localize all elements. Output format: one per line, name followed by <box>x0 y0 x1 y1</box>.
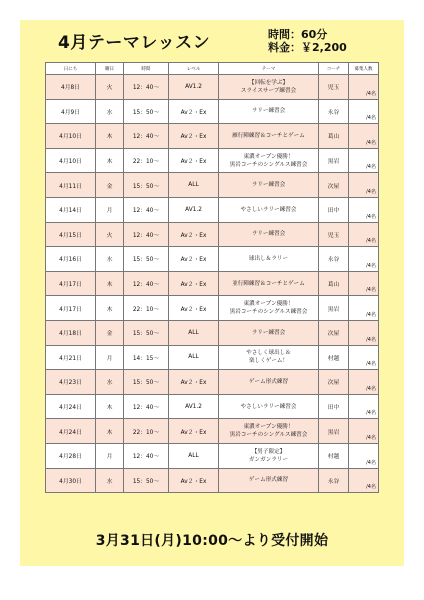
cell-level: Av２・Ex <box>169 124 219 149</box>
table-row <box>46 320 379 345</box>
table-row <box>46 148 379 173</box>
cell-capacity <box>349 370 379 395</box>
cell-capacity <box>349 124 379 149</box>
topic-line-2: 黒岩コーチのシングルス練習会 <box>229 161 308 168</box>
cell-topic <box>219 222 319 247</box>
cell-time: 12：40〜 <box>124 271 169 296</box>
cell-day: 木 <box>96 394 124 419</box>
capacity-value: /4名 <box>366 139 376 146</box>
cell-coach: 次屋 <box>319 173 349 198</box>
capacity-value: /4名 <box>366 410 376 417</box>
table-row <box>46 271 379 296</box>
cell-day: 水 <box>96 468 124 493</box>
cell-topic <box>219 443 319 468</box>
time-info: 時間：60分 <box>268 28 328 41</box>
cell-capacity <box>349 222 379 247</box>
cell-level: Av２・Ex <box>169 296 219 321</box>
fee-info: 料金：￥2,200 <box>268 41 347 54</box>
cell-date: 4月9日 <box>46 99 96 124</box>
capacity-value: /4名 <box>366 262 376 269</box>
cell-date: 4月16日 <box>46 247 96 272</box>
topic-line-1: 東濃オープン優勝！ <box>243 301 294 308</box>
cell-level: Av２・Ex <box>169 468 219 493</box>
table-row <box>46 394 379 419</box>
cell-capacity <box>349 197 379 222</box>
cell-topic <box>219 320 319 345</box>
cell-time: 22：10〜 <box>124 296 169 321</box>
cell-topic <box>219 247 319 272</box>
capacity-value: /4名 <box>366 361 376 368</box>
header-date: 日にち <box>46 63 96 75</box>
lesson-info <box>268 28 347 54</box>
cell-day: 金 <box>96 173 124 198</box>
header-topic: テーマ <box>219 63 319 75</box>
topic-line-1: 雁行陣練習＆コーチとゲーム <box>232 132 305 139</box>
topic-line-1: やさしいラリー練習会 <box>240 403 297 410</box>
cell-date: 4月10日 <box>46 148 96 173</box>
cell-topic <box>219 148 319 173</box>
cell-level: ALL <box>169 320 219 345</box>
table-row <box>46 222 379 247</box>
cell-topic <box>219 173 319 198</box>
cell-level: Av２・Ex <box>169 148 219 173</box>
cell-date: 4月18日 <box>46 320 96 345</box>
cell-capacity <box>349 75 379 100</box>
cell-day: 月 <box>96 197 124 222</box>
cell-day: 木 <box>96 296 124 321</box>
header-day: 曜日 <box>96 63 124 75</box>
cell-time: 12：40〜 <box>124 75 169 100</box>
cell-level: Av２・Ex <box>169 370 219 395</box>
cell-time: 15：50〜 <box>124 320 169 345</box>
cell-date: 4月24日 <box>46 394 96 419</box>
topic-line-2: ガンガンラリー <box>248 456 289 463</box>
table-row <box>46 370 379 395</box>
cell-time: 15：50〜 <box>124 468 169 493</box>
cell-date: 4月17日 <box>46 271 96 296</box>
cell-capacity <box>349 247 379 272</box>
capacity-value: /4名 <box>366 336 376 343</box>
cell-date: 4月15日 <box>46 222 96 247</box>
flyer-sheet <box>20 20 404 566</box>
topic-line-1: 東濃オープン優勝！ <box>243 424 294 431</box>
cell-coach: 黒岩 <box>319 419 349 444</box>
cell-level: AV1.2 <box>169 197 219 222</box>
cell-topic <box>219 197 319 222</box>
cell-coach: 黒岩 <box>319 148 349 173</box>
cell-date: 4月8日 <box>46 75 96 100</box>
cell-capacity <box>349 419 379 444</box>
capacity-value: /4名 <box>366 90 376 97</box>
cell-topic <box>219 468 319 493</box>
cell-coach: 永谷 <box>319 247 349 272</box>
cell-date: 4月28日 <box>46 443 96 468</box>
capacity-value: /4名 <box>366 188 376 195</box>
capacity-value: /4名 <box>366 238 376 245</box>
table-row <box>46 75 379 100</box>
cell-coach: 児玉 <box>319 75 349 100</box>
capacity-value: /4名 <box>366 484 376 491</box>
cell-topic <box>219 394 319 419</box>
cell-day: 月 <box>96 345 124 370</box>
cell-topic <box>219 271 319 296</box>
cell-topic <box>219 99 319 124</box>
table-row <box>46 247 379 272</box>
table-row <box>46 197 379 222</box>
cell-capacity <box>349 468 379 493</box>
cell-coach: 児玉 <box>319 222 349 247</box>
table-header <box>46 63 379 75</box>
cell-topic <box>219 296 319 321</box>
capacity-value: /4名 <box>366 434 376 441</box>
topic-line-1: ゲーム形式練習 <box>248 378 289 385</box>
topic-line-2: 黒岩コーチのシングルス練習会 <box>229 432 308 439</box>
schedule-table <box>45 62 379 493</box>
cell-topic <box>219 345 319 370</box>
topic-line-1: ゲーム形式練習 <box>248 477 289 484</box>
cell-capacity <box>349 320 379 345</box>
topic-line-1: やさしいラリー練習会 <box>240 206 297 213</box>
cell-day: 木 <box>96 148 124 173</box>
topic-line-1: ラリー練習会 <box>251 108 286 115</box>
cell-capacity <box>349 443 379 468</box>
table-row <box>46 124 379 149</box>
cell-day: 水 <box>96 247 124 272</box>
capacity-value: /4名 <box>366 115 376 122</box>
cell-topic <box>219 370 319 395</box>
cell-coach: 永谷 <box>319 468 349 493</box>
cell-capacity <box>349 173 379 198</box>
cell-coach: 田中 <box>319 197 349 222</box>
capacity-value: /4名 <box>366 311 376 318</box>
cell-date: 4月11日 <box>46 173 96 198</box>
cell-level: AV1.2 <box>169 394 219 419</box>
cell-coach: 黒岩 <box>319 296 349 321</box>
cell-coach: 葛山 <box>319 271 349 296</box>
cell-date: 4月14日 <box>46 197 96 222</box>
cell-date: 4月24日 <box>46 419 96 444</box>
cell-level: AV1.2 <box>169 75 219 100</box>
cell-coach: 次屋 <box>319 320 349 345</box>
cell-level: Av２・Ex <box>169 419 219 444</box>
cell-level: Av２・Ex <box>169 99 219 124</box>
cell-topic <box>219 419 319 444</box>
cell-capacity <box>349 296 379 321</box>
header-coach: コーチ <box>319 63 349 75</box>
topic-line-1: ラリー練習会 <box>251 329 286 336</box>
topic-line-1: ラリー練習会 <box>251 182 286 189</box>
cell-level: ALL <box>169 443 219 468</box>
cell-level: ALL <box>169 173 219 198</box>
cell-day: 木 <box>96 271 124 296</box>
page-title: 4月テーマレッスン <box>58 33 211 53</box>
capacity-value: /4名 <box>366 213 376 220</box>
header-capacity: 募集人数 <box>349 63 379 75</box>
cell-coach: 村越 <box>319 443 349 468</box>
table-row <box>46 99 379 124</box>
cell-topic <box>219 124 319 149</box>
header-level: レベル <box>169 63 219 75</box>
table-row <box>46 468 379 493</box>
cell-coach: 村越 <box>319 345 349 370</box>
cell-time: 12：40〜 <box>124 124 169 149</box>
cell-day: 月 <box>96 443 124 468</box>
cell-time: 15：50〜 <box>124 173 169 198</box>
cell-date: 4月10日 <box>46 124 96 149</box>
capacity-value: /4名 <box>366 385 376 392</box>
cell-day: 水 <box>96 370 124 395</box>
cell-date: 4月21日 <box>46 345 96 370</box>
cell-time: 12：40〜 <box>124 443 169 468</box>
table-row <box>46 296 379 321</box>
cell-time: 12：40〜 <box>124 394 169 419</box>
cell-day: 火 <box>96 222 124 247</box>
cell-day: 火 <box>96 75 124 100</box>
cell-capacity <box>349 271 379 296</box>
capacity-value: /4名 <box>366 164 376 171</box>
cell-coach: 葛山 <box>319 124 349 149</box>
cell-time: 12：40〜 <box>124 197 169 222</box>
cell-date: 4月30日 <box>46 468 96 493</box>
cell-capacity <box>349 99 379 124</box>
registration-notice: 3月31日(月)10:00〜より受付開始 <box>95 533 329 549</box>
cell-capacity <box>349 345 379 370</box>
cell-time: 22：10〜 <box>124 419 169 444</box>
cell-capacity <box>349 148 379 173</box>
cell-date: 4月17日 <box>46 296 96 321</box>
cell-time: 12：40〜 <box>124 222 169 247</box>
cell-date: 4月23日 <box>46 370 96 395</box>
capacity-value: /4名 <box>366 459 376 466</box>
cell-time: 14：15〜 <box>124 345 169 370</box>
cell-time: 15：50〜 <box>124 247 169 272</box>
topic-line-1: 並行陣練習＆コーチとゲーム <box>232 280 305 287</box>
cell-level: ALL <box>169 345 219 370</box>
topic-line-1: ラリー練習会 <box>251 231 286 238</box>
table-row <box>46 173 379 198</box>
topic-line-1: 【回転を学ぶ】 <box>248 79 289 86</box>
cell-level: Av２・Ex <box>169 271 219 296</box>
table-row <box>46 345 379 370</box>
topic-line-1: 球出し＆ラリー <box>248 255 289 262</box>
topic-line-2: スライスサーブ練習会 <box>240 87 297 94</box>
cell-day: 水 <box>96 99 124 124</box>
cell-day: 木 <box>96 419 124 444</box>
cell-capacity <box>349 394 379 419</box>
topic-line-2: 黒岩コーチのシングルス練習会 <box>229 309 308 316</box>
cell-time: 15：50〜 <box>124 99 169 124</box>
topic-line-2: 楽しくゲーム！ <box>248 358 289 365</box>
topic-line-1: 【男子限定】 <box>251 448 286 455</box>
cell-level: Av２・Ex <box>169 247 219 272</box>
cell-coach: 田中 <box>319 394 349 419</box>
cell-coach: 次屋 <box>319 370 349 395</box>
cell-day: 金 <box>96 320 124 345</box>
cell-coach: 永谷 <box>319 99 349 124</box>
cell-time: 22：10〜 <box>124 148 169 173</box>
table-row <box>46 443 379 468</box>
cell-day: 木 <box>96 124 124 149</box>
table-row <box>46 419 379 444</box>
capacity-value: /4名 <box>366 287 376 294</box>
cell-topic <box>219 75 319 100</box>
topic-line-1: やさしく球出し＆ <box>246 350 291 357</box>
cell-level: Av２・Ex <box>169 222 219 247</box>
topic-line-1: 東濃オープン優勝！ <box>243 153 294 160</box>
cell-time: 15：50〜 <box>124 370 169 395</box>
header-time: 時間 <box>124 63 169 75</box>
